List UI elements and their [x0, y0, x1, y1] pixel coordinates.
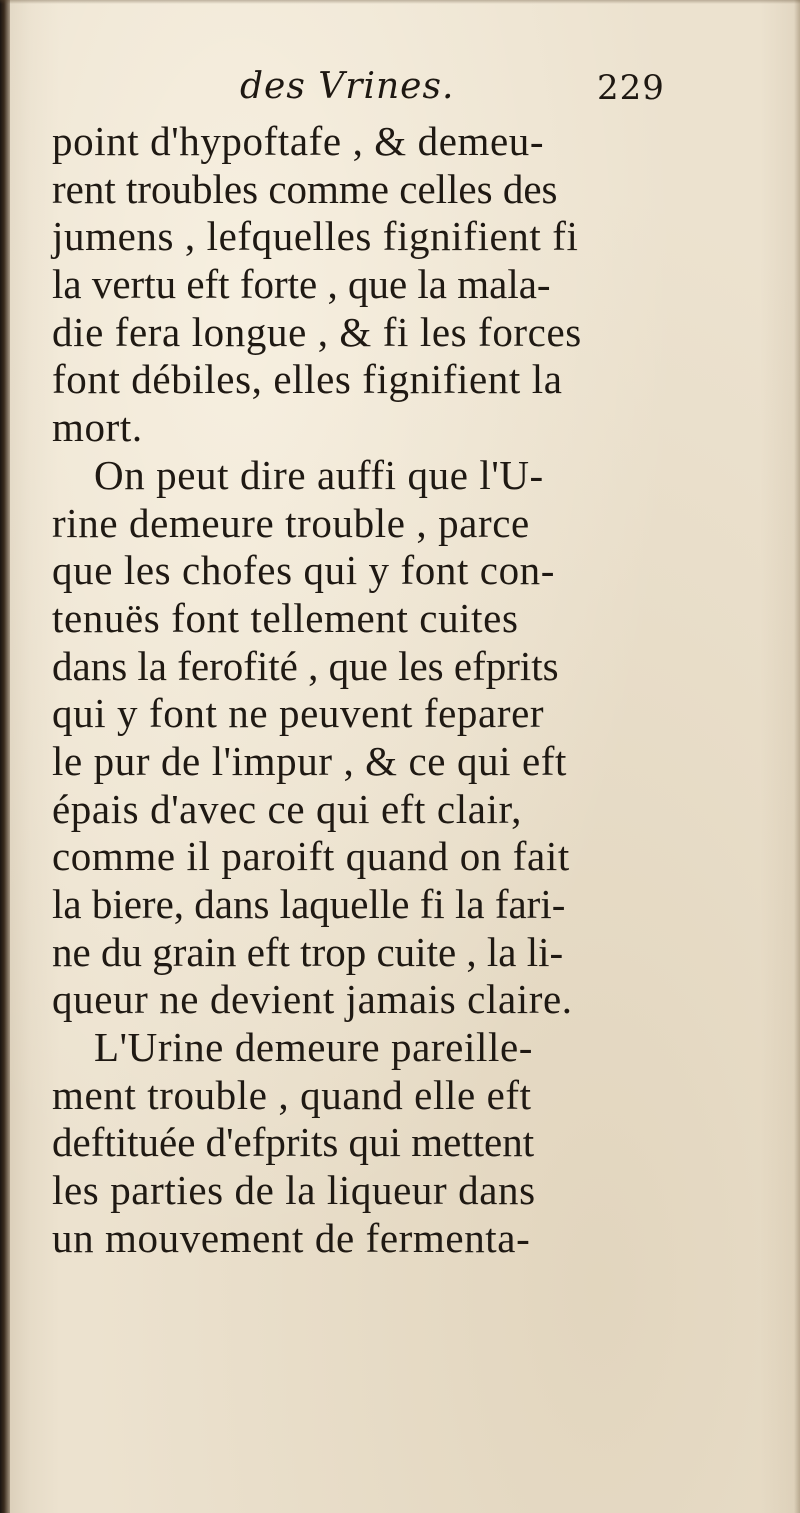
text-line: dans la ferofité , que les efprits [52, 642, 559, 689]
paragraph-start-line: L'Urine demeure pareille- [94, 1024, 533, 1071]
text-line: la vertu eft forte , que la mala- [52, 261, 551, 308]
running-title: des Vrines. [240, 66, 455, 107]
page-top-edge [0, 0, 800, 4]
page-right-edge [794, 0, 800, 1513]
text-line: mort. [52, 404, 143, 451]
text-line: la biere, dans laquelle fi la fari- [52, 881, 566, 927]
text-line: tenuës font tellement cuites [52, 594, 519, 641]
text-line: comme il paroift quand on fait [52, 833, 570, 880]
text-line: rine demeure trouble , parce [52, 499, 530, 546]
text-line: le pur de l'impur , & ce qui eft [52, 737, 568, 784]
text-line: ne du grain eft trop cuite , la li- [52, 928, 564, 975]
page-header [52, 66, 692, 122]
text-line: que les chofes qui y font con- [52, 547, 556, 594]
text-line: ment trouble , quand elle eft [52, 1071, 532, 1118]
text-line: qui y font ne peuvent feparer [52, 690, 545, 737]
binding-edge [0, 0, 10, 1513]
text-line: font débiles, elles fignifient la [52, 356, 563, 403]
text-line: point d'hypoftafe , & demeu- [52, 118, 545, 164]
text-line: queur ne devient jamais claire. [52, 976, 573, 1023]
body-text [52, 118, 692, 1263]
text-line: rent troubles comme celles des [52, 165, 558, 212]
text-line: un mouvement de fermenta- [52, 1214, 531, 1261]
paragraph-start-line: On peut dire auffi que l'U- [94, 451, 544, 498]
text-line: deftituée d'efprits qui mettent [52, 1119, 535, 1166]
text-line: épais d'avec ce qui eft clair, [52, 785, 522, 832]
page-number: 229 [597, 68, 665, 108]
text-line: die fera longue , & fi les forces [52, 308, 582, 355]
text-line: jumens , lefquelles fignifient fi [52, 213, 579, 260]
text-line: les parties de la liqueur dans [52, 1167, 536, 1214]
